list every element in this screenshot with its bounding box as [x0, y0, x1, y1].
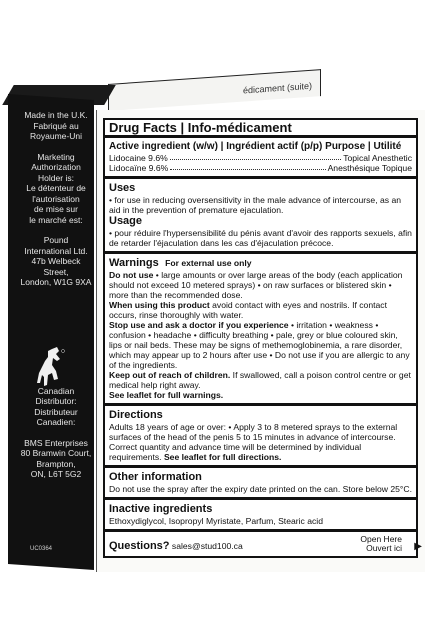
keep-out	[109, 370, 412, 390]
active-row	[109, 153, 412, 163]
open-here-tab[interactable]	[360, 535, 412, 553]
side-line: l'autorisation	[32, 193, 80, 204]
stop-use-text: • irritation • weakness • confusion • headache • difficulty breathing • pale, grey or blue coloured skin, lips or nail beds. These may be signs of methemoglobinemia, a rare disorder, which may appear up to 2 hours after use • Do not use if you are allergic to any of the ingredients.	[109, 320, 410, 370]
side-line: Distributeur Canadien:	[34, 406, 78, 427]
active-header: Active ingredient (w/w) | Ingrédient actif (p/p) Purpose | Utilité	[109, 141, 402, 152]
do-not-use-text: • large amounts or over large areas of the body (each application should not exceed 10 metered sprays) • on raw surfaces or blistered skin • more than the recommended dose.	[109, 270, 403, 300]
side-line: BMS Enterprises	[24, 437, 88, 448]
flap-text: édicament (suite)	[242, 80, 312, 96]
side-line: Le détenteur de	[26, 183, 86, 193]
side-panel-text	[18, 110, 94, 490]
product-code: UC0364	[30, 546, 53, 552]
warnings-section	[105, 251, 416, 403]
other-text: Do not use the spray after the expiry date printed on the can. Store below 25°C.	[109, 484, 412, 494]
open-here-label: Open Here	[360, 534, 402, 544]
side-line: Pound	[43, 235, 69, 245]
inactive-text: Ethoxydiglycol, Isopropyl Myristate, Parfum, Stearic acid	[109, 516, 323, 526]
marketing-holder	[18, 152, 94, 226]
other-information-section	[105, 465, 416, 497]
leader-dots	[170, 163, 325, 170]
do-not-use-label: Do not use	[109, 270, 154, 280]
when-using	[109, 300, 412, 320]
side-line: Marketing	[37, 151, 75, 162]
side-line: Made in the U.K.	[24, 110, 88, 120]
side-line: Brampton,	[36, 458, 76, 469]
side-line: Royaume-Uni	[30, 131, 82, 141]
questions-section	[105, 529, 422, 556]
side-line: Fabriqué au	[33, 120, 79, 131]
side-line: de mise sur	[34, 204, 78, 214]
questions-heading: Questions?	[109, 540, 170, 552]
inactive-heading: Inactive ingredients	[109, 503, 213, 515]
warnings-heading: Warnings	[109, 257, 159, 269]
side-line: Holder is:	[38, 172, 74, 183]
active-row	[109, 163, 412, 173]
usage-text: • pour réduire l'hypersensibilité du pénis avant d'avoir des rapports sexuels, afin de retarder l'éjaculation dans les cas d'éjaculation précoce.	[109, 228, 412, 248]
side-line: Authorization	[31, 162, 81, 172]
directions-heading: Directions	[109, 409, 163, 421]
keep-out-text: If swallowed, call a poison control centre or get medical help right away.	[109, 370, 411, 390]
do-not-use	[109, 270, 412, 300]
ingredient-name: Lidocaïne 9.6%	[109, 163, 169, 173]
uses-text: • for use in reducing oversensitivity in the male advance of intercourse, as an aid in the prevention of premature ejaculation.	[109, 195, 402, 215]
ingredient-name: Lidocaine 9.6%	[109, 153, 168, 163]
ouvert-ici-label: Ouvert ici	[366, 543, 402, 553]
facts-title: Drug Facts | Info-médicament	[109, 120, 292, 135]
side-line: ON, L6T 5G2	[30, 469, 82, 479]
holder-address	[18, 235, 94, 288]
active-ingredient-section	[105, 135, 416, 176]
side-line: Canadian Distributor:	[35, 385, 77, 406]
inactive-ingredients-section	[105, 497, 416, 529]
uses-section	[105, 176, 416, 251]
directions-section	[105, 403, 416, 465]
drug-facts-box	[103, 118, 422, 558]
questions-email[interactable]: sales@stud100.ca	[169, 541, 243, 551]
warnings-subheading: For external use only	[165, 258, 252, 268]
stop-use-label: Stop use and ask a doctor if you experience	[109, 320, 289, 330]
side-line: International Ltd.	[24, 245, 88, 256]
usage-heading: Usage	[109, 215, 143, 227]
ingredient-purpose: Anesthésique Topique	[327, 163, 412, 173]
made-in	[18, 110, 94, 142]
distributor-address	[18, 438, 94, 480]
arrow-right-icon: ▶	[414, 541, 422, 552]
other-heading: Other information	[109, 471, 202, 483]
see-leaflet-warnings: See leaflet for full warnings.	[109, 390, 224, 400]
directions-text: Adults 18 years of age or over: • Apply 3 to 8 metered sprays to the external surfaces of the head of the penis 5 to 15 minutes in advance of intercourse. Correct quantity and advance time will be determined by individual requirements.	[109, 422, 398, 462]
side-line: le marché est:	[29, 214, 83, 225]
leader-dots	[170, 153, 341, 160]
stop-use	[109, 320, 412, 370]
side-line: 47b Welbeck Street,	[31, 256, 81, 277]
uses-heading: Uses	[109, 182, 136, 194]
when-using-text: avoid contact with eyes and nostrils. If contact occurs, rinse thoroughly with water.	[109, 300, 387, 320]
side-line: 80 Bramwin Court,	[20, 448, 92, 458]
carton-top-flap	[108, 69, 321, 111]
keep-out-label: Keep out of reach of children.	[109, 370, 231, 380]
side-line: London, W1G 9XA	[20, 277, 92, 287]
directions-text-block	[109, 422, 412, 462]
see-leaflet-directions: See leaflet for full directions.	[163, 452, 282, 462]
ingredient-purpose: Topical Anesthetic	[343, 153, 412, 163]
rearing-horse-icon	[30, 345, 70, 395]
when-using-label: When using this product	[109, 300, 210, 310]
